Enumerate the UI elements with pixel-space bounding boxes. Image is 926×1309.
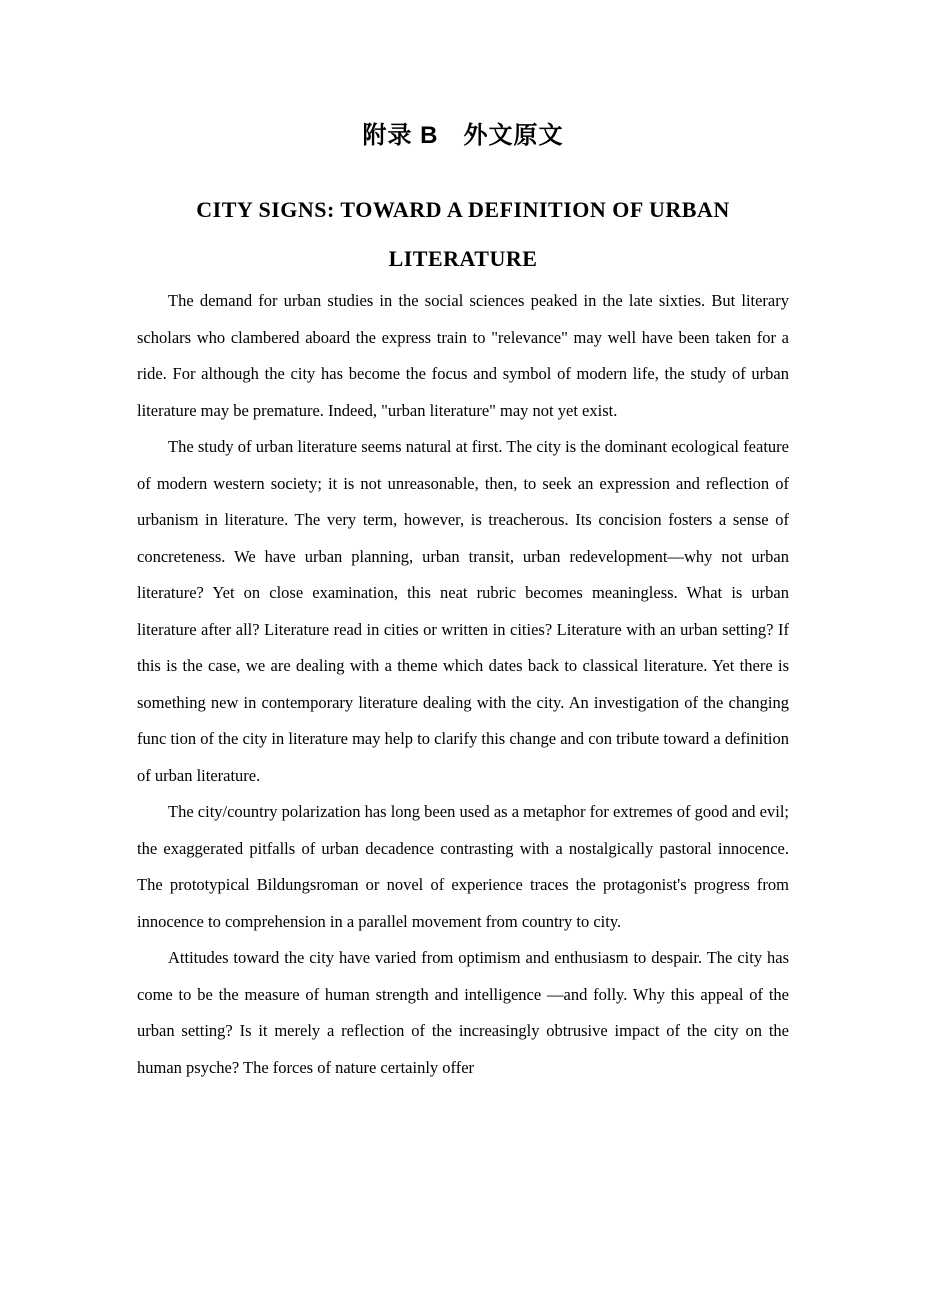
paragraph-1: The demand for urban studies in the social sciences peaked in the late sixties. But literary scholars who clambered aboard the express train to "relevance" may well have been taken for a ride. For although the city has become the focus and symbol of modern life, the study of urban literature may be premature. Indeed, "urban literature" may not yet exist.	[137, 291, 789, 420]
article-title: CITY SIGNS: TOWARD A DEFINITION OF URBAN LITERATURE	[196, 197, 730, 271]
paragraph-2: The study of urban literature seems natural at first. The city is the dominant ecological feature of modern western society; it is not unreasonable, then, to seek an expression and reflection of urbanism in literature. The very term, however, is treacherous. Its concision fosters a sense of concreteness. We have urban planning, urban transit, urban redevelopment—why not urban literature? Yet on close examination, this neat rubric becomes meaningless. What is urban literature after all? Literature read in cities or written in cities? Literature with an urban setting? If this is the case, we are dealing with a theme which dates back to classical literature. Yet there is something new in contemporary literature dealing with the city. An investigation of the changing func tion of the city in literature may help to clarify this change and con tribute toward a definition of urban literature.	[137, 437, 789, 785]
article-body	[137, 283, 789, 1086]
appendix-title: 附录 B 外文原文	[362, 122, 564, 149]
paragraph-4: Attitudes toward the city have varied from optimism and enthusiasm to despair. The city has come to be the measure of human strength and intelligence —and folly. Why this appeal of the urban setting? Is it merely a reflection of the increasingly obtrusive impact of the city on the human psyche? The forces of nature certainly offer	[137, 948, 789, 1077]
paragraph-3: The city/country polarization has long been used as a metaphor for extremes of good and evil; the exaggerated pitfalls of urban decadence contrasting with a nostalgically pastoral innocence. The prototypical Bildungsroman or novel of experience traces the protagonist's progress from innocence to comprehension in a parallel movement from country to city.	[137, 802, 789, 931]
